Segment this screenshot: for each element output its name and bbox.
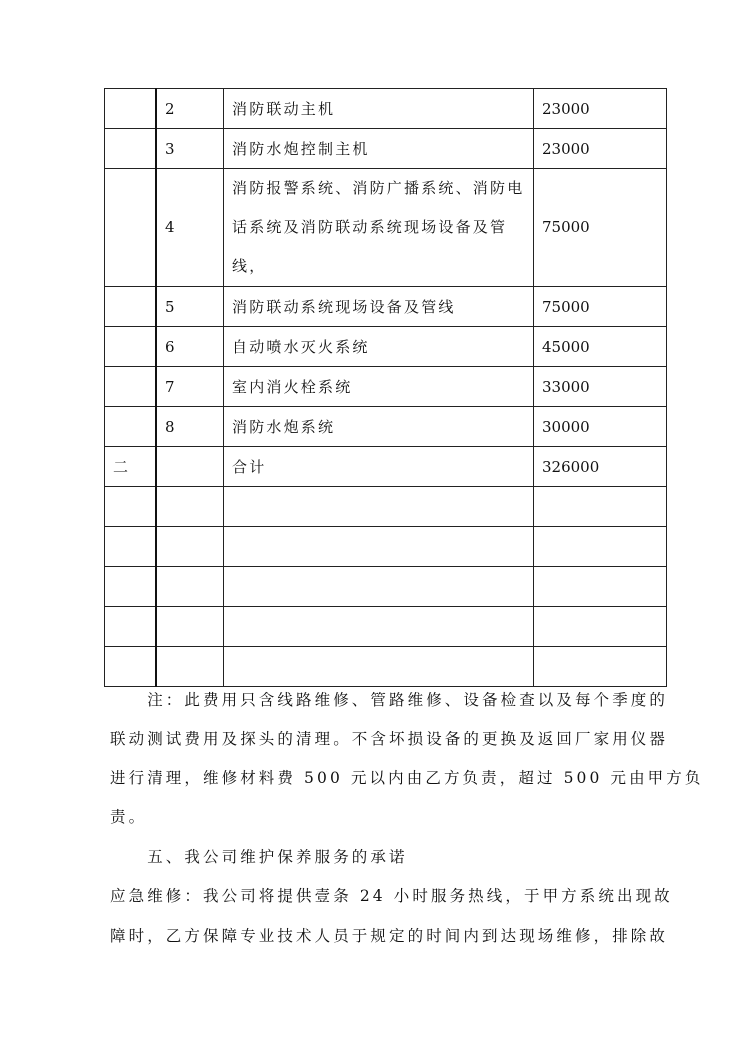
amount-cell — [534, 367, 667, 407]
item-cell-text: 消防水炮控制主机 — [232, 140, 370, 158]
table-row — [105, 407, 667, 447]
number-cell-text: 8 — [165, 417, 175, 436]
number-cell — [156, 169, 224, 287]
item-cell-text: 合计 — [232, 458, 267, 476]
number-cell-text: 4 — [165, 218, 175, 236]
amount-cell — [534, 487, 667, 527]
section-cell — [105, 169, 157, 287]
number-cell — [156, 367, 224, 407]
amount-cell-text: 30000 — [542, 417, 590, 436]
amount-cell — [534, 129, 667, 169]
amount-cell-text: 23000 — [542, 139, 590, 158]
amount-cell — [534, 607, 667, 647]
section-cell — [105, 327, 157, 367]
number-cell — [156, 447, 224, 487]
amount-cell-text: 326000 — [542, 457, 600, 476]
section-cell — [105, 89, 157, 129]
item-cell — [224, 487, 534, 527]
amount-cell-text: 75000 — [542, 218, 590, 236]
section-cell-text: 二 — [113, 458, 129, 476]
section-cell — [105, 527, 157, 567]
item-cell-text: 室内消火栓系统 — [232, 378, 353, 396]
table-row — [105, 527, 667, 567]
section-cell — [105, 487, 157, 527]
amount-cell-text: 75000 — [542, 297, 590, 316]
table-row — [105, 287, 667, 327]
table-row — [105, 367, 667, 407]
amount-cell-text: 23000 — [542, 99, 590, 118]
table-row — [105, 129, 667, 169]
number-cell — [156, 567, 224, 607]
number-cell-text: 7 — [165, 377, 175, 396]
item-cell — [224, 327, 534, 367]
amount-cell-text: 45000 — [542, 337, 590, 356]
table-row — [105, 487, 667, 527]
item-cell — [224, 287, 534, 327]
amount-cell — [534, 527, 667, 567]
table-row — [105, 567, 667, 607]
item-cell-text: 消防联动系统现场设备及管线 — [232, 298, 456, 316]
section-heading: 五、我公司维护保养服务的承诺 — [110, 848, 408, 866]
section-cell — [105, 407, 157, 447]
item-cell-text: 消防联动主机 — [232, 100, 336, 118]
item-cell-text: 消防报警系统、消防广播系统、消防电话系统及消防联动系统现场设备及管线， — [232, 179, 525, 275]
number-cell — [156, 607, 224, 647]
section-cell — [105, 447, 157, 487]
amount-cell — [534, 89, 667, 129]
number-cell — [156, 527, 224, 567]
number-cell — [156, 327, 224, 367]
item-cell-text: 自动喷水灭火系统 — [232, 338, 370, 356]
number-cell-text: 3 — [165, 139, 175, 158]
number-cell — [156, 287, 224, 327]
note-line: 进行清理，维修材料费 500 元以内由乙方负责，超过 500 元由甲方负 — [110, 769, 704, 787]
item-cell — [224, 447, 534, 487]
note-line: 注：此费用只含线路维修、管路维修、设备检查以及每个季度的 — [110, 691, 669, 709]
amount-cell — [534, 327, 667, 367]
number-cell — [156, 129, 224, 169]
number-cell — [156, 89, 224, 129]
number-cell — [156, 407, 224, 447]
section-cell — [105, 367, 157, 407]
table-row — [105, 447, 667, 487]
section-cell — [105, 567, 157, 607]
number-cell — [156, 487, 224, 527]
table-row — [105, 169, 667, 287]
section-cell — [105, 129, 157, 169]
item-cell — [224, 169, 534, 287]
item-cell — [224, 89, 534, 129]
fee-table — [104, 88, 667, 687]
note-line: 联动测试费用及探头的清理。不含坏损设备的更换及返回厂家用仪器 — [110, 730, 669, 748]
number-cell-text: 2 — [165, 99, 175, 118]
amount-cell-text: 33000 — [542, 377, 590, 396]
section-line: 障时，乙方保障专业技术人员于规定的时间内到达现场维修，排除故 — [110, 927, 669, 945]
item-cell — [224, 567, 534, 607]
amount-cell — [534, 287, 667, 327]
amount-cell — [534, 407, 667, 447]
item-cell — [224, 407, 534, 447]
number-cell-text: 6 — [165, 337, 175, 356]
item-cell — [224, 607, 534, 647]
table-row — [105, 327, 667, 367]
amount-cell — [534, 447, 667, 487]
section-cell — [105, 287, 157, 327]
number-cell-text: 5 — [165, 297, 175, 316]
table-row — [105, 89, 667, 129]
table-row — [105, 607, 667, 647]
amount-cell — [534, 169, 667, 287]
item-cell-text: 消防水炮系统 — [232, 418, 336, 436]
section-cell — [105, 607, 157, 647]
amount-cell — [534, 567, 667, 607]
item-cell — [224, 367, 534, 407]
section-line: 应急维修：我公司将提供壹条 24 小时服务热线，于甲方系统出现故 — [110, 887, 673, 905]
item-cell — [224, 527, 534, 567]
item-cell — [224, 129, 534, 169]
note-line: 责。 — [110, 808, 148, 826]
